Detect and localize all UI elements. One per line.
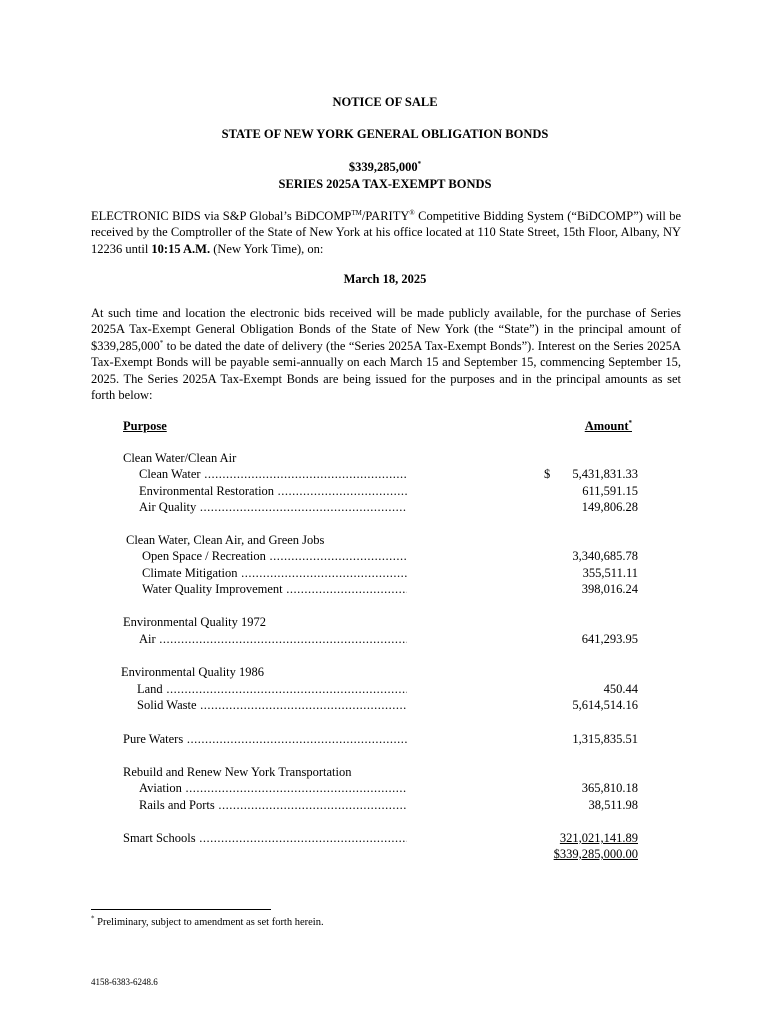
table-row — [0, 549, 770, 565]
purpose-column-header: Purpose — [123, 419, 167, 433]
table-row — [0, 732, 770, 748]
row-label: Environmental Restoration ..... — [139, 484, 407, 499]
row-label: Rails and Ports ..... — [139, 798, 407, 813]
group-title: Environmental Quality 1972 — [123, 615, 267, 629]
row-amount: 450.44 — [603, 682, 638, 696]
series-heading: SERIES 2025A TAX-EXEMPT BONDS — [278, 177, 492, 191]
row-amount: 1,315,835.51 — [572, 732, 638, 746]
row-amount: 321,021,141.89 — [559, 831, 638, 845]
row-label: Climate Mitigation ..... — [142, 566, 407, 581]
sale-date: March 18, 2025 — [343, 272, 427, 286]
page-subtitle: STATE OF NEW YORK GENERAL OBLIGATION BONDS — [221, 127, 549, 141]
group-title: Environmental Quality 1986 — [121, 665, 265, 679]
table-row — [0, 582, 770, 598]
page-title: NOTICE OF SALE — [332, 95, 438, 109]
document-id: 4158-6383-6248.6 — [91, 977, 158, 987]
table-row — [0, 798, 770, 814]
table-row — [0, 781, 770, 797]
row-label: Solid Waste ..... — [137, 698, 407, 713]
row-amount: 5,614,514.16 — [572, 698, 638, 712]
table-row — [0, 682, 770, 698]
footnote: * Preliminary, subject to amendment as set forth herein. — [91, 914, 324, 928]
row-label: Air Quality ..... — [139, 500, 407, 515]
row-amount: 611,591.15 — [582, 484, 638, 498]
row-label: Air ..... — [139, 632, 407, 647]
row-amount: 3,340,685.78 — [572, 549, 638, 563]
row-label: Land ..... — [137, 682, 407, 697]
group-title: Rebuild and Renew New York Transportation — [123, 765, 352, 779]
table-row — [0, 484, 770, 500]
row-amount: 355,511.11 — [582, 566, 638, 580]
group-title: Clean Water, Clean Air, and Green Jobs — [126, 533, 325, 547]
row-label: Aviation ..... — [139, 781, 407, 796]
table-row — [0, 566, 770, 582]
dollar-sign: $ — [544, 467, 551, 481]
group-title: Clean Water/Clean Air — [123, 451, 237, 465]
row-label: Clean Water ..... — [139, 467, 407, 482]
table-row — [0, 632, 770, 648]
bond-amount-heading: $339,285,000* — [348, 159, 422, 174]
intro-paragraph: ELECTRONIC BIDS via S&P Global’s BiDCOMP™/PARITY® Competitive Bidding System (“BiDCOMP”) will be received by the Comptroller of the State of New York at his office located at 110 State Street, 15th Floor, Albany, NY 12236 until 10:15 A.M. (New York Time), on: — [91, 208, 682, 256]
body-paragraph: At such time and location the electronic bids received will be made publicly available, for the purchase of Series 2025A Tax-Exempt General Obligation Bonds of the State of New York (the “State”) in the principal amount of $339,285,000* to be dated the date of delivery (the “Series 2025A Tax-Exempt Bonds”). Interest on the Series 2025A Tax-Exempt Bonds will be payable semi-annually on each March 15 and September 15, commencing September 15, 2025. The Series 2025A Tax-Exempt Bonds are being issued for the purposes and in the principal amounts as set forth below: — [91, 306, 681, 403]
total-row — [0, 847, 770, 863]
row-amount: 641,293.95 — [581, 632, 638, 646]
row-amount: 365,810.18 — [581, 781, 638, 795]
row-label: Smart Schools ..... — [123, 831, 407, 846]
row-amount: 398,016.24 — [581, 582, 638, 596]
row-label: Pure Waters ..... — [123, 732, 407, 747]
row-label: Open Space / Recreation ..... — [142, 549, 407, 564]
total-amount: $339,285,000.00 — [553, 847, 638, 861]
row-amount: 149,806.28 — [581, 500, 638, 514]
table-row — [0, 500, 770, 516]
table-row — [0, 698, 770, 714]
row-amount: 5,431,831.33 — [572, 467, 638, 481]
table-row — [0, 831, 770, 847]
amount-column-header: Amount* — [584, 418, 632, 433]
footnote-divider — [91, 909, 271, 910]
row-amount: 38,511.98 — [588, 798, 638, 812]
row-label: Water Quality Improvement ..... — [142, 582, 407, 597]
table-row — [0, 467, 770, 483]
